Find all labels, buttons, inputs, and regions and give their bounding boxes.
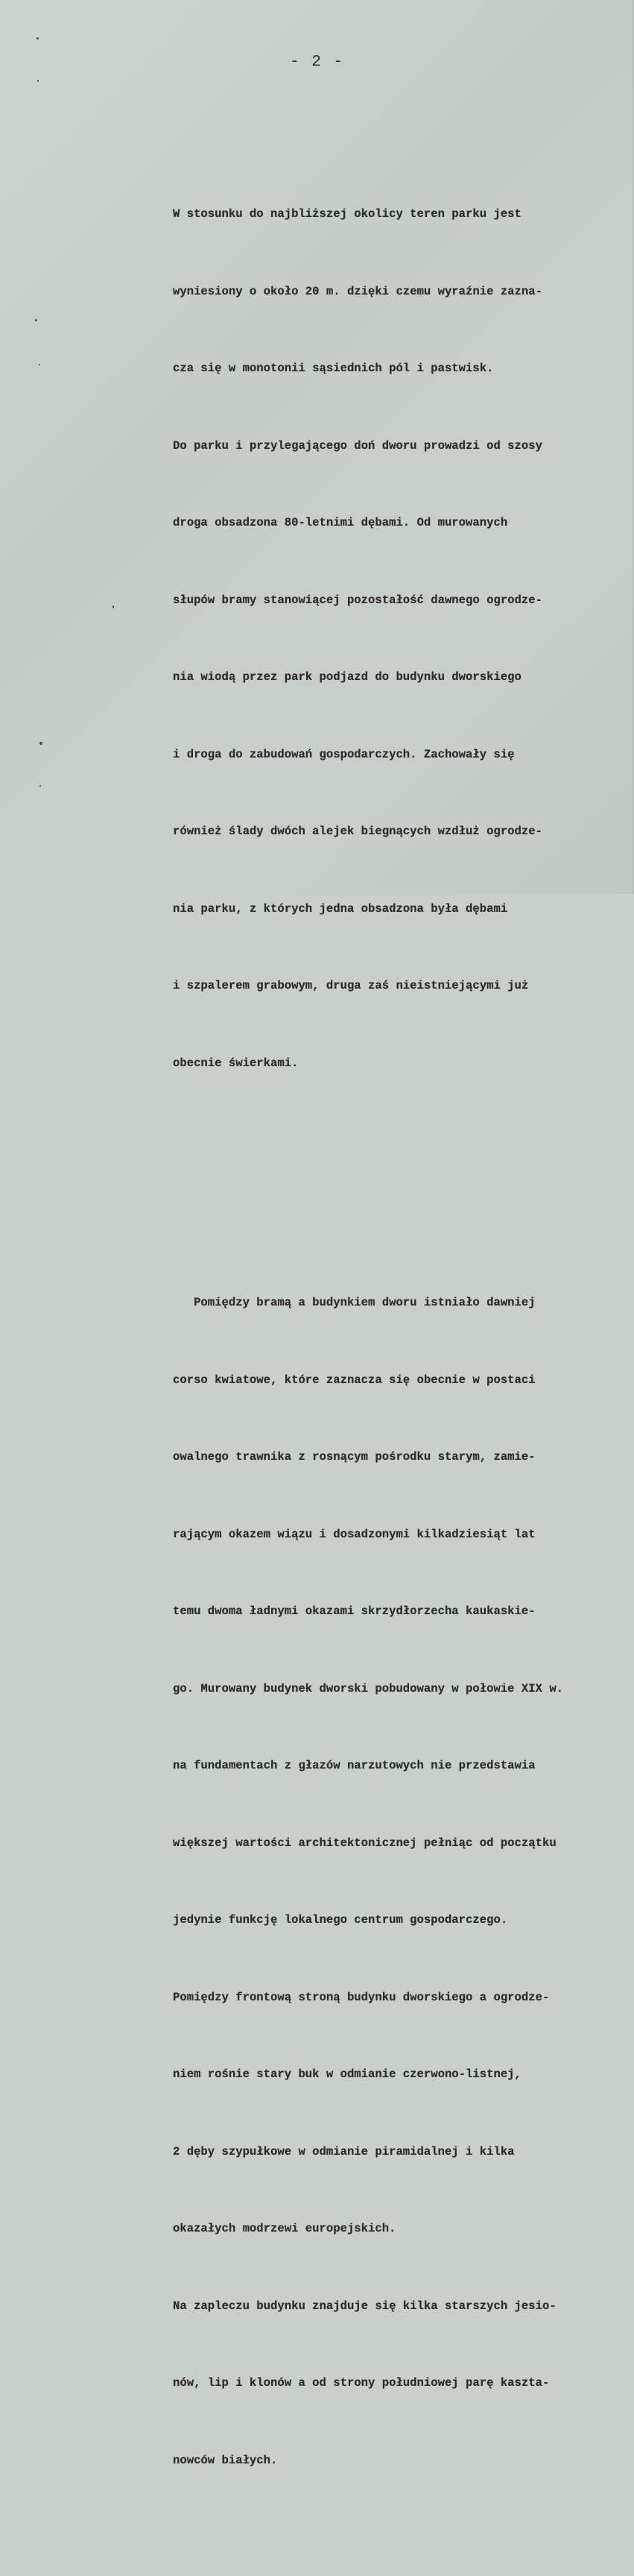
- text-line: nów, lip i klonów a od strony południowej parę kaszta-: [173, 2376, 550, 2390]
- text-line: i szpalerem grabowym, druga zaś nieistniejącymi już: [173, 979, 529, 992]
- paragraph-gap: [173, 1179, 620, 1187]
- text-line: okazałych modrzewi europejskich.: [173, 2222, 396, 2235]
- paper-speck: [39, 742, 42, 745]
- text-line: i droga do zabudowań gospodarczych. Zachowały się: [173, 747, 515, 761]
- text-line: 2 dęby szypułkowe w odmianie piramidalnej i kilka: [173, 2144, 515, 2158]
- text-line: większej wartości architektonicznej pełniąc od początku: [173, 1836, 557, 1850]
- text-line: nia parku, z których jedna obsadzona była dębami: [173, 901, 508, 916]
- text-line: obecnie świerkami.: [173, 1056, 299, 1070]
- text-line: temu dwoma ładnymi okazami skrzydłorzecha kaukaskie-: [173, 1605, 536, 1618]
- text-line: cza się w monotonii sąsiednich pól i pastwisk.: [173, 362, 494, 375]
- text-line: owalnego trawnika z rosnącym pośrodku starym, zamie-: [173, 1450, 536, 1464]
- text-line: Do parku i przylegającego doń dworu prowadzi od szosy: [173, 438, 542, 453]
- typed-body: [173, 98, 620, 2576]
- text-line: rającym okazem wiązu i dosadzonymi kilkadziesiąt lat: [173, 1527, 536, 1541]
- text-line: niem rośnie stary buk w odmianie czerwono-listnej,: [173, 2068, 522, 2081]
- text-line: W stosunku do najbliższej okolicy teren parku jest: [173, 207, 522, 221]
- text-line: wyniesiony o około 20 m. dzięki czemu wyraźnie zazna-: [173, 284, 542, 298]
- paragraph-1: [173, 150, 620, 1127]
- paper-speck: [112, 605, 114, 608]
- text-line: Pomiędzy bramą a budynkiem dworu istniało dawniej: [173, 1296, 536, 1309]
- paper-speck: [37, 37, 39, 40]
- text-line: Pomiędzy frontową stroną budynku dworskiego a ogrodze-: [173, 1990, 550, 2004]
- paper-speck: [37, 80, 39, 82]
- text-line: jedynie funkcję lokalnego centrum gospodarczego.: [173, 1913, 508, 1927]
- text-line: go. Murowany budynek dworski pobudowany w połowie XIX w.: [173, 1681, 564, 1695]
- text-line: corso kwiatowe, które zaznacza się obecnie w postaci: [173, 1373, 536, 1387]
- text-line: nowców białych.: [173, 2453, 278, 2467]
- paper-speck: [35, 319, 37, 321]
- text-line: Na zapleczu budynku znajduje się kilka starszych jesio-: [173, 2299, 557, 2313]
- paragraph-2: [173, 1238, 620, 2525]
- paper-speck: [39, 364, 40, 365]
- text-line: również ślady dwóch alejek biegnących wzdłuż ogrodze-: [173, 825, 542, 838]
- text-line: słupów bramy stanowiącej pozostałość dawnego ogrodze-: [173, 593, 542, 607]
- page-number: - 2 -: [289, 54, 344, 71]
- paper-speck: [39, 785, 41, 787]
- text-line: droga obsadzona 80-letnimi dębami. Od murowanych: [173, 516, 508, 529]
- text-line: na fundamentach z głazów narzutowych nie przedstawia: [173, 1759, 536, 1772]
- text-line: nia wiodą przez park podjazd do budynku dworskiego: [173, 670, 522, 684]
